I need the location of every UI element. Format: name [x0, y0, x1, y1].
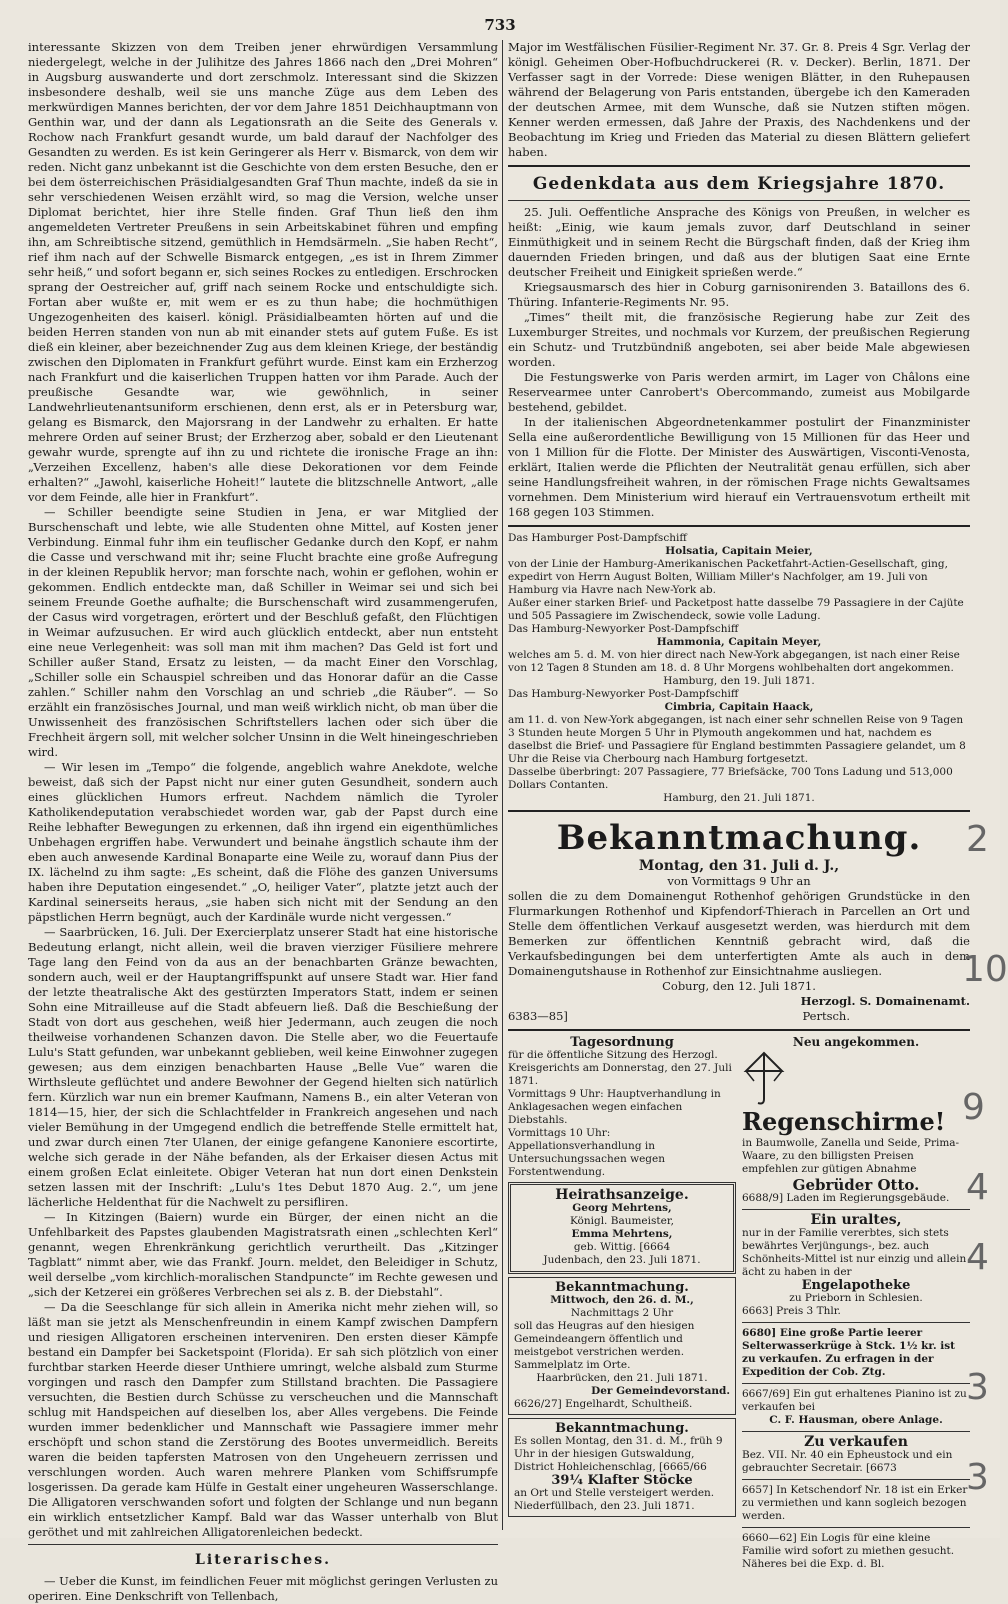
- gedenk-item: „Times“ theilt mit, die französische Regierung habe zur Zeit des Luxemburger Streites, und nochmals vor Kurzem, der preußischen Regierung ein Schutz- und Trutzbündniß angeboten, sei aber beide Male abgewiesen worden.: [508, 310, 970, 369]
- bekanntmachung2-ref: 6626/27]: [514, 1398, 562, 1410]
- article-seeschlange: — Da die Seeschlange für sich allein in Amerika nicht mehr ziehen will, so läßt man sie jetzt als Menschenfreundin in einem Kampf zwischen Dampfern und riesigen Alligatoren erscheinen interveniren. Den ersten dieser Kämpfe bestand ein Dampfer bei Sacketspoint (Florida). Er sah sich plötzlich von einer furchtbar starken Heerde dieser Unthiere umringt, welche alsbald zum Sturme vorgingen und rasch den Dampfer zum Stillstand brachten. Die Passagiere versuchten, die Bestien durch Schüsse zu verscheuchen und die Mannschaft schlug mit Handspeichen auf dieselben los, aber Alles vergebens. Die Feinde wurden immer bedenklicher und Mannschaft wie Passagiere immer mehr erschöpft und schon stand die Zerstörung des Bootes unvermeidlich. Bereits waren die beiden tapfersten Matrosen von den Ungeheuern zerrissen und verschlungen worden. Auch waren mehrere Planken vom Schiffsrumpfe losgerissen. Da gerade kam Hülfe in Gestalt einer ungeheuren Wasserschlange. Die Alligatoren verschwanden sofort und folgten der Schlange und nun begann ein wirklich entsetzlicher Kampf. Bald war das Wasser unterhalb von Blut geröthet und mit zahlreichen Alligatorenleichen bedeckt.: [28, 1300, 498, 1539]
- article-kitzingen: — In Kitzingen (Baiern) wurde ein Bürger, der einen nicht an die Unfehlbarkeit des Papstes glaubenden Magistratsrath einen „schlechten Kerl“ genannt, wegen Ehrenkränkung gerichtlich verurtheilt. Das „Kitzinger Tagblatt“ nimmt aber, wie das Frankf. Journ. meldet, den Beleidiger in Schutz, weil derselbe „vom kirchlich-moralischen Standpuncte“ im Rechte gewesen und „sich der Ketzerei ein größeres Verbrechen sei als z. B. der Diebstahl“.: [28, 1210, 498, 1299]
- bekanntmachung-ref: 6383—85]: [508, 1009, 568, 1023]
- regenschirme-body: in Baumwolle, Zanella und Seide, Prima-Waare, zu den billigsten Preisen empfehlen zur gütigen Abnahme: [742, 1137, 960, 1175]
- bekanntmachung-time: von Vormittags 9 Uhr an: [667, 874, 811, 888]
- bekanntmachung2-signer: Engelhardt, Schultheiß.: [565, 1398, 693, 1410]
- tagesordnung: [508, 1036, 736, 1179]
- heirat-role: Königl. Baumeister,: [569, 1215, 675, 1227]
- margin-mark: 10: [962, 949, 1008, 990]
- ship-text: Außer einer starken Brief- und Packetpost hatte dasselbe 79 Passagiere in der Cajüte und 505 Passagiere im Zwischendeck, sowie volle Ladung.: [508, 597, 964, 622]
- divider: [508, 165, 970, 167]
- column-divider: [502, 40, 503, 1530]
- otto-name: Gebrüder Otto.: [792, 1176, 920, 1194]
- bekanntmachung-date: Montag, den 31. Juli d. J.,: [638, 858, 840, 874]
- margin-mark: 9: [962, 1087, 985, 1128]
- margin-mark: 2: [966, 819, 989, 860]
- ads-grid: [508, 1036, 970, 1571]
- heirat-name: Georg Mehrtens,: [572, 1202, 672, 1214]
- bekanntmachung3-body: Es sollen Montag, den 31. d. M., früh 9 Uhr in der hiesigen Gutswaldung, District Hohleichenschlag, [6665/66: [514, 1435, 723, 1473]
- neu-angekommen: Neu angekommen.: [792, 1035, 920, 1049]
- selters-ad: 6680] Eine große Partie leerer Selterwasserkrüge à Stck. 1½ kr. ist zu verkaufen. Zu erfragen in der Expedition der Cob. Ztg.: [742, 1327, 955, 1378]
- tagesordnung-body: für die öffentliche Sitzung des Herzogl. Kreisgerichts am Donnerstag, den 27. Juli 1871.: [508, 1049, 732, 1087]
- bekanntmachung2-date: Mittwoch, den 26. d. M.,: [550, 1294, 694, 1306]
- ship-text: welches am 5. d. M. von hier direct nach New-York abgegangen, ist nach einer Reise von 12 Tagen 8 Stunden am 18. d. 8 Uhr Morgens wohlbehalten dort angekommen.: [508, 649, 960, 674]
- divider: [508, 810, 970, 812]
- bekanntmachung-heugras: [508, 1277, 736, 1415]
- engel-price: Preis 3 Thlr.: [776, 1305, 841, 1317]
- gedenk-item: 25. Juli. Oeffentliche Ansprache des Königs von Preußen, in welcher es heißt: „Einig, wie kaum jemals zuvor, darf Deutschland in seiner Einmüthigkeit und in seinem Recht die Bürgschaft finden, daß der Krieg ihm dauernden Frieden bringen, und daß aus der blutigen Saat eine Ernte deutscher Freiheit und Einigkeit sprießen werde.“: [508, 205, 970, 279]
- zu-verkaufen-title: Zu verkaufen: [804, 1434, 908, 1450]
- ads-col-left: [508, 1036, 736, 1571]
- right-column: [508, 40, 970, 1570]
- zu-verkaufen-body: Bez. VII. Nr. 40 ein Epheustock und ein gebrauchter Secretair. [6673: [742, 1449, 953, 1474]
- uraltes-title: Ein uraltes,: [810, 1212, 902, 1228]
- ship-label: Das Hamburger Post-Dampfschiff: [508, 532, 687, 544]
- engel-place: zu Prieborn in Schlesien.: [789, 1292, 923, 1304]
- bekanntmachung-body: sollen die zu dem Domainengut Rothenhof gehörigen Grundstücke in den Flurmarkungen Rothenhof und Kipfendorf-Thierach in Parcellen an Ort und Stelle dem öffentlichen Verkauf ausgesetzt werden, was hierdurch mit dem Bemerken zur öffentlichen Kenntniß gebracht wird, daß die Verkaufsbedingungen bei dem unterfertigten Amte als auch in dem Domainengutshause in Rothenhof zur Einsichtnahme ausliegen.: [508, 889, 970, 978]
- regenschirme-ad: [742, 1036, 970, 1205]
- heirat-name: Emma Mehrtens,: [571, 1228, 673, 1240]
- ship-text: von der Linie der Hamburg-Amerikanischen Packetfahrt-Actien-Gesellschaft, ging, expedirt von Herrn August Bolten, William Miller's Nachfolger, am 19. Juli von Hamburg via Havre nach New-York ab.: [508, 558, 948, 596]
- margin-mark: 3: [966, 1457, 989, 1498]
- bekanntmachung-rothenhof: [508, 817, 970, 1024]
- bekanntmachung-place: Coburg, den 12. Juli 1871.: [662, 979, 816, 993]
- regenschirme-title: Regenschirme!: [742, 1107, 946, 1136]
- logis-ad: 6660—62] Ein Logis für eine kleine Familie wird sofort zu miethen gesucht. Näheres bei die Exp. d. Bl.: [742, 1532, 955, 1570]
- bekanntmachung3-sale: 39¼ Klafter Stöcke: [551, 1473, 693, 1488]
- umbrella-icon: [742, 1051, 786, 1107]
- margin-mark: 4: [966, 1167, 989, 1208]
- bekanntmachung2-title: Bekanntmachung.: [555, 1280, 689, 1295]
- bekanntmachung-office: Herzogl. S. Domainenamt.: [800, 994, 970, 1008]
- literary-article: — Ueber die Kunst, im feindlichen Feuer mit möglichst geringen Verlusten zu operiren. Eine Denkschrift von Tellenbach,: [28, 1574, 498, 1603]
- left-column: [28, 40, 498, 1603]
- tagesordnung-title: Tagesordnung: [570, 1035, 674, 1050]
- divider: [508, 1029, 970, 1031]
- ship-name: Cimbria, Capitain Haack,: [664, 701, 814, 713]
- bekanntmachung-signer: Pertsch.: [802, 1009, 850, 1023]
- tagesordnung-item: Vormittags 9 Uhr: Hauptverhandlung in Anklagesachen wegen einfachen Diebstahls.: [508, 1088, 721, 1126]
- bekanntmachung2-time: Nachmittags 2 Uhr: [570, 1307, 674, 1319]
- page-number: 733: [484, 16, 516, 34]
- divider: [742, 1322, 970, 1323]
- article-papst: — Wir lesen im „Tempo“ die folgende, angeblich wahre Anekdote, welche beweist, daß sich der Papst nicht nur einer guten Gesundheit, sondern auch eines glücklichen Humors erfreut. Nachdem nämlich die Tyroler Katholikendeputation verabschiedet worden war, gab der Papst durch eine Reihe lebhafter Bewegungen zu erkennen, daß ihn irgend ein eigenthümliches Unbehagen ergriffen habe. Verwundert und beinahe ängstlich schaute ihm der eben auch anwesende Kardinal Bonaparte eine Weile zu, worauf dann Pius der IX. lächelnd zu ihm sagte: „Es scheint, daß die Flöhe des ganzen Universums haben ihre Deputation eingesendet.“ „O, heiliger Vater“, platzte jetzt auch der Kardinal seinerseits heraus, „sie haben sich nicht mit der Sendung an den päpstlichen Herrn begnügt, auch der Kardinäle wurde nicht vergessen.“: [28, 760, 498, 924]
- bekanntmachung2-place: Haarbrücken, den 21. Juli 1871.: [536, 1372, 708, 1384]
- divider: [28, 1544, 498, 1545]
- ship-date: Hamburg, den 19. Juli 1871.: [663, 675, 815, 687]
- ship-text: am 11. d. von New-York abgegangen, ist nach einer sehr schnellen Reise von 9 Tagen 3 Stunden heute Morgen 5 Uhr in Plymouth angekommen und hat, nachdem es daselbst die Brief- und Passagiere für England bestimmten Passagiere gelandet, um 8 Uhr die Reise via Cherbourg nach Hamburg fortgesetzt.: [508, 714, 966, 765]
- heirathsanzeige: [508, 1182, 736, 1274]
- divider: [508, 525, 970, 527]
- ship-notice: [508, 532, 970, 805]
- bekanntmachung2-body: soll das Heugras auf den hiesigen Gemeindeangern öffentlich und meistgebot verstrichen werden. Sammelplatz im Orte.: [514, 1320, 695, 1371]
- gedenk-item: In der italienischen Abgeordnetenkammer postulirt der Finanzminister Sella eine außerordentliche Bewilligung von 15 Millionen für das Heer und von 1 Million für die Flotte. Der Minister des Auswärtigen, Visconti-Venosta, erklärt, Italien werde die Pflichten der Neutralität genau erfüllen, sich aber seine Handlungsfreiheit wahren, in der römischen Frage nichts Gewaltsames vornehmen. Dem Ministerium wird hierauf ein Vertrauensvotum ertheilt mit 168 gegen 103 Stimmen.: [508, 415, 970, 519]
- divider: [508, 200, 970, 201]
- otto-ref: 6688/9] Laden im Regierungsgebäude.: [742, 1192, 950, 1204]
- divider: [742, 1431, 970, 1432]
- ship-name: Hammonia, Capitain Meyer,: [656, 636, 822, 648]
- ship-date: Hamburg, den 21. Juli 1871.: [663, 792, 815, 804]
- literary-heading: Literarisches.: [195, 1552, 331, 1568]
- divider: [742, 1209, 970, 1210]
- article-saarbruecken: — Saarbrücken, 16. Juli. Der Exercierplatz unserer Stadt hat eine historische Bedeutung erlangt, nicht allein, weil die braven vierziger Füsiliere mehrere Tage lang den Feind von da aus an der benachbarten Gränze bewachten, sondern auch, weil er der Hauptangriffspunkt auf unsere Stadt war. Hier fand der letzte theatralische Akt des gestürzten Imperators Statt, indem er seinen Sohn eine Mitrailleuse auf die Stadt abfeuern ließ. Daß die Beschießung der Stadt von dort aus geschehen, weiß hier Jedermann, auch zeugen die noch theilweise vorhandenen Schanzen davon. Die Stelle aber, wo die Feuertaufe Lulu's Statt gefunden, war unbekannt geblieben, weil keine Einwohner zugegen gewesen; aus dem einzigen benachbarten Hause „Belle Vue“ waren die Wirthsleute geflüchtet und andere Bewohner der Gegend hielten sich natürlich fern. Kürzlich war nun ein bremer Kaufmann, Namens B., ein alter Veteran von 1814—15, hier, der sich die Schlachtfelder in Frankreich angesehen und nach vieler Bemühung in der Umgegend endlich die betreffende Stelle ermittelt hat, und zwar durch einen 7ter Ulanen, der einige gefangene Kanoniere escortirte, welche sich gerade in der Nähe befanden, als der Erkaiser diesen Actus mit einem großen Eclat einleitete. Obiger Veteran hat nun dort einen Denkstein setzen lassen mit der Inschrift: „Lulu's 1tes Debut 1870 Aug. 2.“, um jene lächerliche Heldenthat für die Nachwelt zu persifliren.: [28, 925, 498, 1209]
- ship-name: Holsatia, Capitain Meier,: [665, 545, 813, 557]
- margin-mark: 3: [966, 1367, 989, 1408]
- ship-text: Dasselbe überbringt: 207 Passagiere, 77 Briefsäcke, 700 Tons Ladung und 513,000 Dollars Contanten.: [508, 766, 953, 791]
- heirat-role: geb. Wittig.: [573, 1241, 636, 1253]
- piano-ad: 6667/69] Ein gut erhaltenes Pianino ist zu verkaufen bei: [742, 1388, 967, 1413]
- hausman: C. F. Hausman, obere Anlage.: [769, 1414, 943, 1426]
- divider: [742, 1383, 970, 1384]
- heirat-title: Heirathsanzeige.: [555, 1187, 689, 1203]
- bekanntmachung3-body2: an Ort und Stelle versteigert werden.: [514, 1487, 715, 1499]
- article-bismarck: interessante Skizzen von dem Treiben jener ehrwürdigen Versammlung niedergelegt, welche in der Julihitze des Jahres 1866 nach den „Drei Mohren“ in Augsburg auswanderte und dort zerschmolz. Interessant sind die Skizzen insbesondere deshalb, weil sie uns manche Züge aus dem Leben des merkwürdigen Mannes berichten, der vor dem Jahre 1851 Deichhauptmann von Genthin war, und der dann als Legationsrath an die Seite des Generals v. Rochow nach Frankfurt gesandt wurde, um bald darauf der Nachfolger des Gesandten zu werden. Es ist kein Geringerer als Herr v. Bismarck, von dem wir reden. Nicht ganz unbekannt ist die Geschichte von dem ersten Besuche, den er bei dem österreichischen Präsidialgesandten Graf Thun machte, indeß da sie in sehr verschiedenen Weisen erzählt wird, so mag die Version, welche unser Diplomat berichtet, hier ihre Stelle finden. Graf Thun ließ den ihm angemeldeten Vertreter Preußens in sein Arbeitskabinet führen und empfing ihn, am Schreibtische sitzend, gemüthlich in Hemdsärmeln. „Sie haben Recht“, rief ihm nach auf der Schwelle Bismarck entgegen, „es ist in Ihrem Zimmer sehr heiß,“ und sofort begann er, sich seines Rockes zu entledigen. Erschrocken sprang der Oestreicher auf, griff nach seinem Rocke und entschuldigte sich. Fortan aber wußte er, mit wem er es zu thun habe; die hochmüthigen Ungezogenheiten des kaiserl. königl. Präsidialbeamten hörten auf und die beiden Herren standen von nun ab mit einander stets auf gutem Fuße. Es ist dieß ein kleiner, aber bezeichnender Zug aus dem kleinen Kriege, der beständig zwischen den Diplomaten in Frankfurt geführt wurde. Einst kam ein Erzherzog nach Frankfurt und die kaiserlichen Truppen hatten vor ihm Parade. Auch der preußische Gesandte war, wie gewöhnlich, in seiner Landwehrlieutenantsuniform erschienen, denn erst, als er in Petersburg war, gelang es Bismarck, den Majorsrang in der Landwehr zu erhalten. Er hatte mehrere Orden auf seiner Brust; der Erzherzog aber, sobald er den Lieutenant gewahr wurde, sprengte auf ihn zu und richtete die ironische Frage an ihn: „Verzeihen Excellenz, haben's alle diese Dekorationen vor dem Feinde erhalten?“ „Jawohl, kaiserliche Hoheit!“ lautete die blitzschnelle Antwort, „alle vor dem Feinde, alle hier in Frankfurt“.: [28, 40, 498, 504]
- tagesordnung-item: Vormittags 10 Uhr: Appellationsverhandlung in Untersuchungssachen wegen Forstentwendung.: [508, 1127, 665, 1178]
- gedenk-item: Kriegsausmarsch des hier in Coburg garnisonirenden 3. Bataillons des 6. Thüring. Infanterie-Regiments Nr. 95.: [508, 280, 970, 309]
- bekanntmachung-stoecke: [508, 1418, 736, 1517]
- bekanntmachung3-place: Niederfüllbach, den 23. Juli 1871.: [514, 1500, 695, 1512]
- margin-mark: 4: [966, 1237, 989, 1278]
- uraltes-body: nur in der Familie vererbtes, sich stets bewährtes Verjüngungs-, bez. auch Schönheits-Mittel ist nur einzig und allein ächt zu haben in der: [742, 1227, 967, 1278]
- gedenk-item: Die Festungswerke von Paris werden armirt, im Lager von Châlons eine Reservearmee unter Canrobert's Obercommando, zumeist aus Mobilgarde bestehend, gebildet.: [508, 370, 970, 414]
- gedenk-heading: Gedenkdata aus dem Kriegsjahre 1870.: [532, 174, 946, 194]
- ads-col-right: [742, 1036, 970, 1571]
- article-schiller: — Schiller beendigte seine Studien in Jena, er war Mitglied der Burschenschaft und lebte, wie alle Studenten ohne Mittel, auf Kosten jener Verbindung. Einmal fuhr ihm ein teuflischer Gedanke durch den Kopf, er nahm die Casse und verschwand mit ihr; seine Flucht brachte eine große Aufregung in der kleinen Republik hervor; man forschte nach, wohin er geflohen, wohin er gekommen. Endlich entdeckte man, daß Schiller in Weimar sei und sich bei seinem Freunde Goethe aufhalte; die Burschenschaft wird zusammengerufen, der Casus wird vorgetragen, erörtert und der Beschluß gefaßt, den Flüchtigen in Weimar aufzusuchen. Er wird auch glücklich entdeckt, aber nun entsteht eine neue Verlegenheit: was soll man mit ihm machen? Das Geld ist fort und Schiller außer Stand, Ersatz zu leisten, — da macht Einer den Vorschlag, „Schiller solle ein Schauspiel schreiben und das Honorar dafür an die Casse zahlen.“ Schiller nahm den Vorschlag an und schrieb „die Räuber“. — So erzählt ein französisches Journal, und man weiß wirklich nicht, ob man über die Unwissenheit des französischen Schriftstellers lachen oder sich über die Frechheit ärgern soll, mit welcher solcher Unsinn in die Welt hineingeschrieben wird.: [28, 505, 498, 759]
- uraltes-ad: [742, 1214, 970, 1318]
- ship-label: Das Hamburg-Newyorker Post-Dampfschiff: [508, 623, 739, 635]
- bekanntmachung2-office: Der Gemeindevorstand.: [591, 1385, 730, 1397]
- literary-continued: Major im Westfälischen Füsilier-Regiment Nr. 37. Gr. 8. Preis 4 Sgr. Verlag der königl. Geheimen Ober-Hofbuchdruckerei (R. v. Decker). Berlin, 1871. Der Verfasser sagt in der Vorrede: Diese wenigen Blätter, in den Ruhepausen während der Belagerung von Paris entstanden, übergebe ich den Kameraden der deutschen Armee, mit dem Wunsche, daß sie Nutzen stiften mögen. Kenner werden ermessen, daß Jahre der Praxis, des Nachdenkens und der Beobachtung im Krieg und Frieden das Material zu diesen Blättern geliefert haben.: [508, 40, 970, 159]
- erker-ad: 6657] In Ketschendorf Nr. 18 ist ein Erker zu vermiethen und kann sogleich bezogen werden.: [742, 1484, 968, 1522]
- heirat-place: Judenbach, den 23. Juli 1871.: [543, 1254, 701, 1266]
- divider: [742, 1527, 970, 1528]
- divider: [742, 1479, 970, 1480]
- bekanntmachung3-title: Bekanntmachung.: [555, 1421, 689, 1436]
- engel-ref: 6663]: [742, 1305, 773, 1317]
- bekanntmachung-title: Bekanntmachung.: [556, 818, 922, 858]
- heirat-ref: [6664: [639, 1241, 671, 1253]
- engelapotheke: Engelapotheke: [801, 1278, 911, 1293]
- ship-label: Das Hamburg-Newyorker Post-Dampfschiff: [508, 688, 739, 700]
